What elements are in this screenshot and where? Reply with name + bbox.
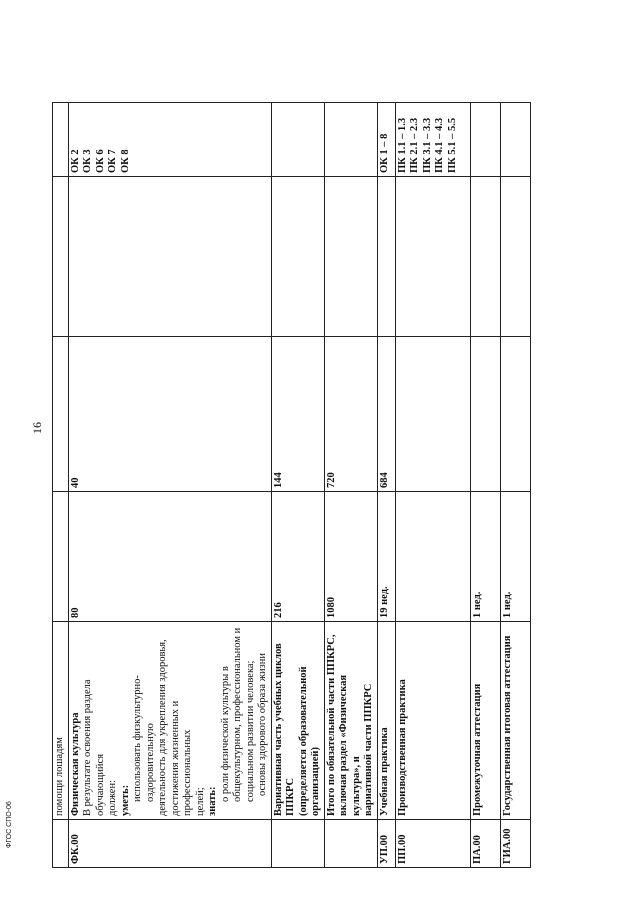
page-number: 16 <box>30 422 44 434</box>
table-row <box>470 103 500 868</box>
desc-line: социальном развитии человека; <box>244 660 256 802</box>
row-code: ГИА.00 <box>500 820 530 868</box>
row-max-load <box>395 492 470 622</box>
row-code: ПП.00 <box>395 820 470 868</box>
row-description <box>500 622 530 820</box>
row-max-load: 1080 <box>324 492 377 622</box>
competency: ОК 6 <box>94 149 106 173</box>
row-competencies <box>53 103 69 177</box>
row-class-load <box>500 337 530 492</box>
row-empty <box>500 177 530 337</box>
row-max-load: 19 нед. <box>377 492 395 622</box>
competency: ПК 5.1 – 5.5 <box>446 117 458 173</box>
row-class-load <box>470 337 500 492</box>
table-row <box>271 103 324 868</box>
competency: ОК 1 – 8 <box>378 133 390 173</box>
row-description <box>395 622 470 820</box>
row-max-load <box>53 492 69 622</box>
row-competencies <box>324 103 377 177</box>
row-competencies <box>68 103 271 177</box>
row-empty <box>68 177 271 337</box>
desc-line: (определяется образовательной организацией) <box>297 666 321 816</box>
row-code: УП.00 <box>377 820 395 868</box>
row-description <box>53 622 69 820</box>
row-competencies <box>271 103 324 177</box>
row-competencies <box>377 103 395 177</box>
row-description <box>68 622 271 820</box>
row-code: ФК.00 <box>68 820 271 868</box>
competency: ОК 2 <box>69 149 81 173</box>
rotated-table-container <box>52 103 513 868</box>
footer-label: ФГОС СПО-06 <box>6 801 13 848</box>
desc-line: уметь: <box>119 784 131 816</box>
row-description <box>377 622 395 820</box>
row-class-load: 40 <box>68 337 271 492</box>
row-class-load <box>395 337 470 492</box>
row-max-load: 80 <box>68 492 271 622</box>
competency: ОК 3 <box>82 149 93 173</box>
desc-line: знать: <box>207 786 218 816</box>
desc-line: деятельность для укрепления здоровья, <box>157 639 168 816</box>
desc-line: достижения жизненных и профессиональных <box>169 700 193 816</box>
row-empty <box>377 177 395 337</box>
desc-line: Вариативная часть учебных циклов ППКРС <box>272 643 296 816</box>
competency: ОК 8 <box>119 149 131 173</box>
curriculum-table <box>52 102 531 868</box>
desc-line: Государственная итоговая аттестация <box>501 635 513 816</box>
desc-line: Производственная практика <box>396 679 408 816</box>
desc-line: Итого по обязательной части ППКРС, <box>325 634 337 816</box>
desc-line: о роли физической культуры в <box>219 666 231 802</box>
row-class-load: 720 <box>324 337 377 492</box>
desc-line: помощи лошадям <box>54 737 65 816</box>
row-description <box>324 622 377 820</box>
row-empty <box>470 177 500 337</box>
row-competencies <box>500 103 530 177</box>
desc-line: основы здорового образа жизни <box>257 653 268 796</box>
competency: ПК 1.1 – 1.3 <box>396 117 408 173</box>
row-description <box>271 622 324 820</box>
row-max-load: 1 нед. <box>470 492 500 622</box>
desc-line: целей; <box>194 787 206 816</box>
row-description <box>470 622 500 820</box>
table-row <box>500 103 530 868</box>
row-class-load: 144 <box>271 337 324 492</box>
table-row <box>395 103 470 868</box>
table-row <box>53 103 69 868</box>
row-competencies <box>395 103 470 177</box>
desc-line: В результате освоения раздела обучающийся <box>82 679 106 816</box>
row-max-load: 216 <box>271 492 324 622</box>
desc-line: использовать физкультурно-оздоровительную <box>132 675 156 802</box>
table-row <box>377 103 395 868</box>
desc-line: Промежуточная аттестация <box>471 683 483 816</box>
row-empty <box>271 177 324 337</box>
desc-line: общекультурном, профессиональном и <box>232 627 243 802</box>
row-class-load: 684 <box>377 337 395 492</box>
row-empty <box>53 177 69 337</box>
row-max-load: 1 нед. <box>500 492 530 622</box>
table-row <box>68 103 271 868</box>
row-code <box>271 820 324 868</box>
row-empty <box>395 177 470 337</box>
desc-line: Учебная практика <box>378 727 390 816</box>
desc-line: должен: <box>107 779 118 816</box>
competency: ПК 2.1 – 2.3 <box>409 117 420 173</box>
row-competencies <box>470 103 500 177</box>
row-code: ПА.00 <box>470 820 500 868</box>
desc-line: Физическая культура <box>69 712 81 816</box>
desc-line: включая раздел «Физическая культура», и <box>338 674 362 816</box>
table-row <box>324 103 377 868</box>
row-class-load <box>53 337 69 492</box>
row-empty <box>324 177 377 337</box>
row-code <box>324 820 377 868</box>
competency: ПК 4.1 – 4.3 <box>434 117 445 173</box>
competency: ОК 7 <box>107 149 118 173</box>
row-code <box>53 820 69 868</box>
desc-line: вариативной части ППКРС <box>363 683 374 816</box>
competency: ПК 3.1 – 3.3 <box>421 117 433 173</box>
